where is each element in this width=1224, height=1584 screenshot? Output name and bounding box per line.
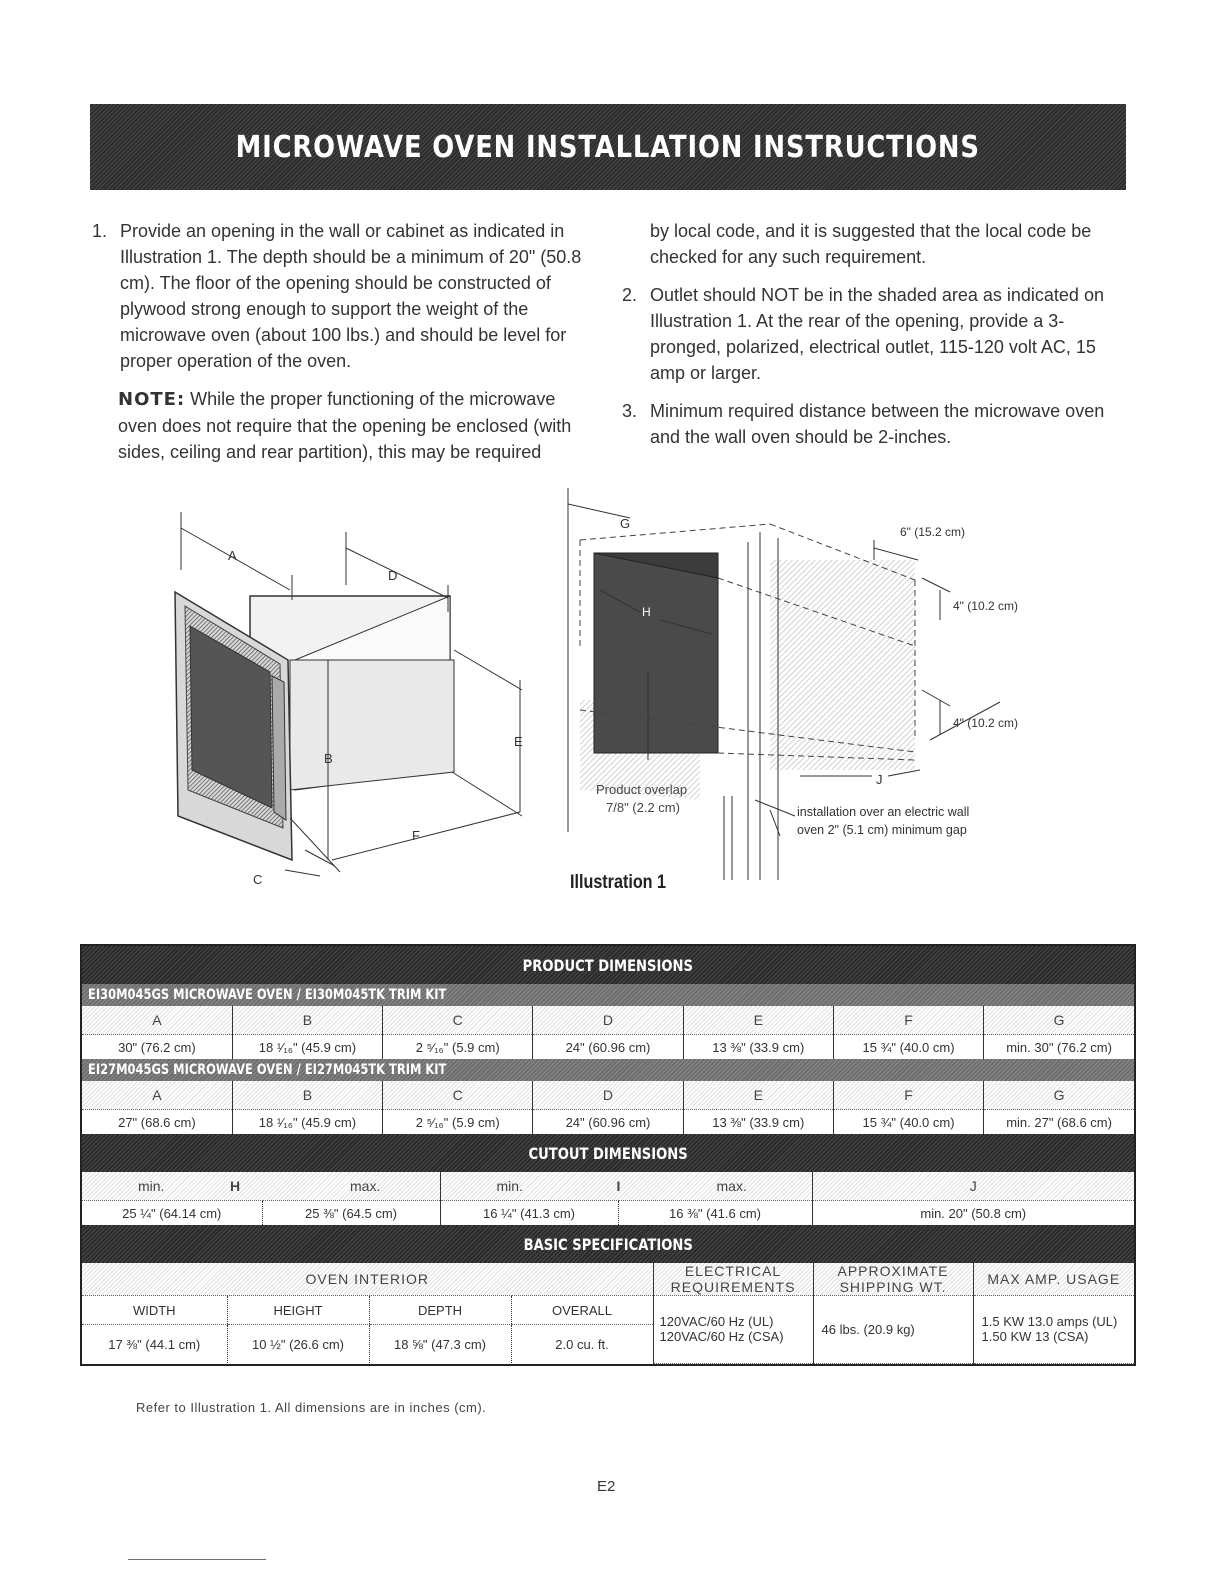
column-header: F xyxy=(833,1006,983,1035)
column-header: A xyxy=(82,1006,232,1035)
value-depth: 18 ⅝" (47.3 cm) xyxy=(369,1325,511,1364)
amp-header: MAX AMP. USAGE xyxy=(973,1263,1134,1296)
column-header: A xyxy=(82,1081,232,1110)
header-banner xyxy=(90,104,1126,190)
h-min-value: 25 ¼" (64.14 cm) xyxy=(122,1205,222,1221)
column-header: B xyxy=(232,1081,382,1110)
instruction-item-2 xyxy=(622,282,1128,386)
table-cell: 30" (76.2 cm) xyxy=(118,1039,196,1055)
product-dimensions-table-27 xyxy=(82,1081,1134,1134)
label-a: A xyxy=(228,548,237,563)
column-header: E xyxy=(683,1081,833,1110)
shipping-value: 46 lbs. (20.9 kg) xyxy=(813,1296,973,1364)
footer-rule xyxy=(128,1559,266,1560)
overlap-label-line2: 7/8" (2.2 cm) xyxy=(606,800,680,815)
column-header: G xyxy=(984,1081,1134,1110)
item-text: Outlet should NOT be in the shaded area as indicated on Illustration 1. At the rear of the opening, provide a 3-pronged, polarized, electrical outlet, 115-120 volt AC, 15 amp or larger. xyxy=(650,285,1104,383)
electrical-header: ELECTRICAL REQUIREMENTS xyxy=(653,1263,813,1296)
instructions-right-column xyxy=(622,218,1128,462)
table-cell: 2 ⁵⁄₁₆" (5.9 cm) xyxy=(383,1035,533,1060)
shipping-header: APPROXIMATE SHIPPING WT. xyxy=(813,1263,973,1296)
item-text: Minimum required distance between the microwave oven and the wall oven should be 2-inches. xyxy=(650,401,1105,447)
dimension-tables xyxy=(80,944,1136,1366)
note-continuation: by local code, and it is suggested that the local code be checked for any such requirement. xyxy=(650,221,1092,267)
note-paragraph xyxy=(92,386,590,465)
product-dimensions-table-30 xyxy=(82,1006,1134,1059)
value-height: 10 ½" (26.6 cm) xyxy=(227,1325,369,1364)
label-f: F xyxy=(412,828,420,843)
table-cell: 2 ⁵⁄₁₆" (5.9 cm) xyxy=(383,1110,533,1135)
label-d: D xyxy=(388,568,398,583)
value-width: 17 ⅜" (44.1 cm) xyxy=(108,1336,201,1352)
j-header: J xyxy=(812,1172,1134,1201)
label-j: J xyxy=(876,772,883,787)
instruction-item-3 xyxy=(622,398,1128,450)
dimension-4in-bottom: 4" (10.2 cm) xyxy=(953,716,1018,730)
oven-interior-header: OVEN INTERIOR xyxy=(82,1263,653,1296)
microwave-drawing xyxy=(175,592,454,860)
cutout-dimensions-header: CUTOUT DIMENSIONS xyxy=(82,1134,1134,1172)
table-cell: 18 ¹⁄₁₆" (45.9 cm) xyxy=(232,1110,382,1135)
basic-specifications-header: BASIC SPECIFICATIONS xyxy=(82,1225,1134,1263)
column-header: F xyxy=(833,1081,983,1110)
label-b: B xyxy=(324,751,333,766)
item-number: 2. xyxy=(622,285,638,305)
item-text: Provide an opening in the wall or cabinet as indicated in Illustration 1. The depth should be a minimum of 20" (50.8 cm). The floor of the opening should be constructed of plywood strong enough to support the weight of the microwave oven (about 100 lbs.) and should be level for proper operation of the oven. xyxy=(120,221,582,371)
value-overall: 2.0 cu. ft. xyxy=(511,1325,653,1364)
column-header: E xyxy=(683,1006,833,1035)
column-header: D xyxy=(533,1006,683,1035)
i-max-value: 16 ⅜" (41.6 cm) xyxy=(618,1201,812,1226)
column-header: C xyxy=(383,1081,533,1110)
label-h: H xyxy=(642,605,651,619)
cutout-drawing xyxy=(568,488,1000,880)
amp-values: 1.5 KW 13.0 amps (UL) 1.50 KW 13 (CSA) xyxy=(973,1296,1134,1364)
page-number: E2 xyxy=(597,1478,616,1495)
product-dimensions-header: PRODUCT DIMENSIONS xyxy=(82,946,1134,984)
h-header: min. H max. xyxy=(82,1172,440,1201)
item-number: 3. xyxy=(622,401,638,421)
page-title: MICROWAVE OVEN INSTALLATION INSTRUCTIONS xyxy=(235,129,981,165)
table-cell: 15 ¾" (40.0 cm) xyxy=(833,1035,983,1060)
note-label: NOTE: xyxy=(118,389,186,410)
label-c: C xyxy=(253,872,263,887)
label-e: E xyxy=(514,734,523,749)
j-min-value: min. 20" (50.8 cm) xyxy=(812,1201,1134,1226)
i-min-value: 16 ¼" (41.3 cm) xyxy=(440,1201,618,1226)
table-cell: 27" (68.6 cm) xyxy=(118,1114,196,1130)
installation-illustration xyxy=(0,480,1224,900)
dimension-4in-top: 4" (10.2 cm) xyxy=(953,599,1018,613)
i-header: min. I max. xyxy=(440,1172,812,1201)
column-header: D xyxy=(533,1081,683,1110)
footer-note: Refer to Illustration 1. All dimensions are in inches (cm). xyxy=(136,1400,487,1415)
column-header: G xyxy=(984,1006,1134,1035)
note-text: While the proper functioning of the microwave oven does not require that the opening be enclosed (with sides, ceiling and rear partition), this may be required xyxy=(118,389,572,462)
table-cell: min. 27" (68.6 cm) xyxy=(984,1110,1134,1135)
model-header-27: EI27M045GS MICROWAVE OVEN / EI27M045TK TRIM KIT xyxy=(82,1059,1134,1081)
table-cell: 13 ⅜" (33.9 cm) xyxy=(683,1110,833,1135)
table-cell: 18 ¹⁄₁₆" (45.9 cm) xyxy=(232,1035,382,1060)
sub-header-height: HEIGHT xyxy=(227,1296,369,1325)
item-number: 1. xyxy=(92,221,108,241)
overlap-label-line1: Product overlap xyxy=(596,782,688,797)
table-cell: 13 ⅜" (33.9 cm) xyxy=(683,1035,833,1060)
table-cell: 24" (60.96 cm) xyxy=(533,1035,683,1060)
instructions-left-column xyxy=(92,218,590,465)
instruction-item-1 xyxy=(92,218,590,374)
dimension-6in: 6" (15.2 cm) xyxy=(900,525,965,539)
install-note-line2: oven 2" (5.1 cm) minimum gap xyxy=(797,823,967,837)
table-cell: min. 30" (76.2 cm) xyxy=(984,1035,1134,1060)
column-header: C xyxy=(383,1006,533,1035)
illustration-caption: Illustration 1 xyxy=(570,872,667,893)
install-note-line1: installation over an electric wall xyxy=(797,805,970,819)
electrical-values: 120VAC/60 Hz (UL) 120VAC/60 Hz (CSA) xyxy=(653,1296,813,1364)
basic-specifications-table xyxy=(82,1263,1134,1364)
table-cell: 15 ¾" (40.0 cm) xyxy=(833,1110,983,1135)
sub-header-overall: OVERALL xyxy=(511,1296,653,1325)
cutout-dimensions-table xyxy=(82,1172,1134,1225)
table-cell: 24" (60.96 cm) xyxy=(533,1110,683,1135)
column-header: B xyxy=(232,1006,382,1035)
label-g: G xyxy=(620,516,631,531)
h-max-value: 25 ⅜" (64.5 cm) xyxy=(262,1201,440,1226)
sub-header-depth: DEPTH xyxy=(369,1296,511,1325)
model-header-30: EI30M045GS MICROWAVE OVEN / EI30M045TK TRIM KIT xyxy=(82,984,1134,1006)
sub-header-width: WIDTH xyxy=(82,1296,227,1325)
